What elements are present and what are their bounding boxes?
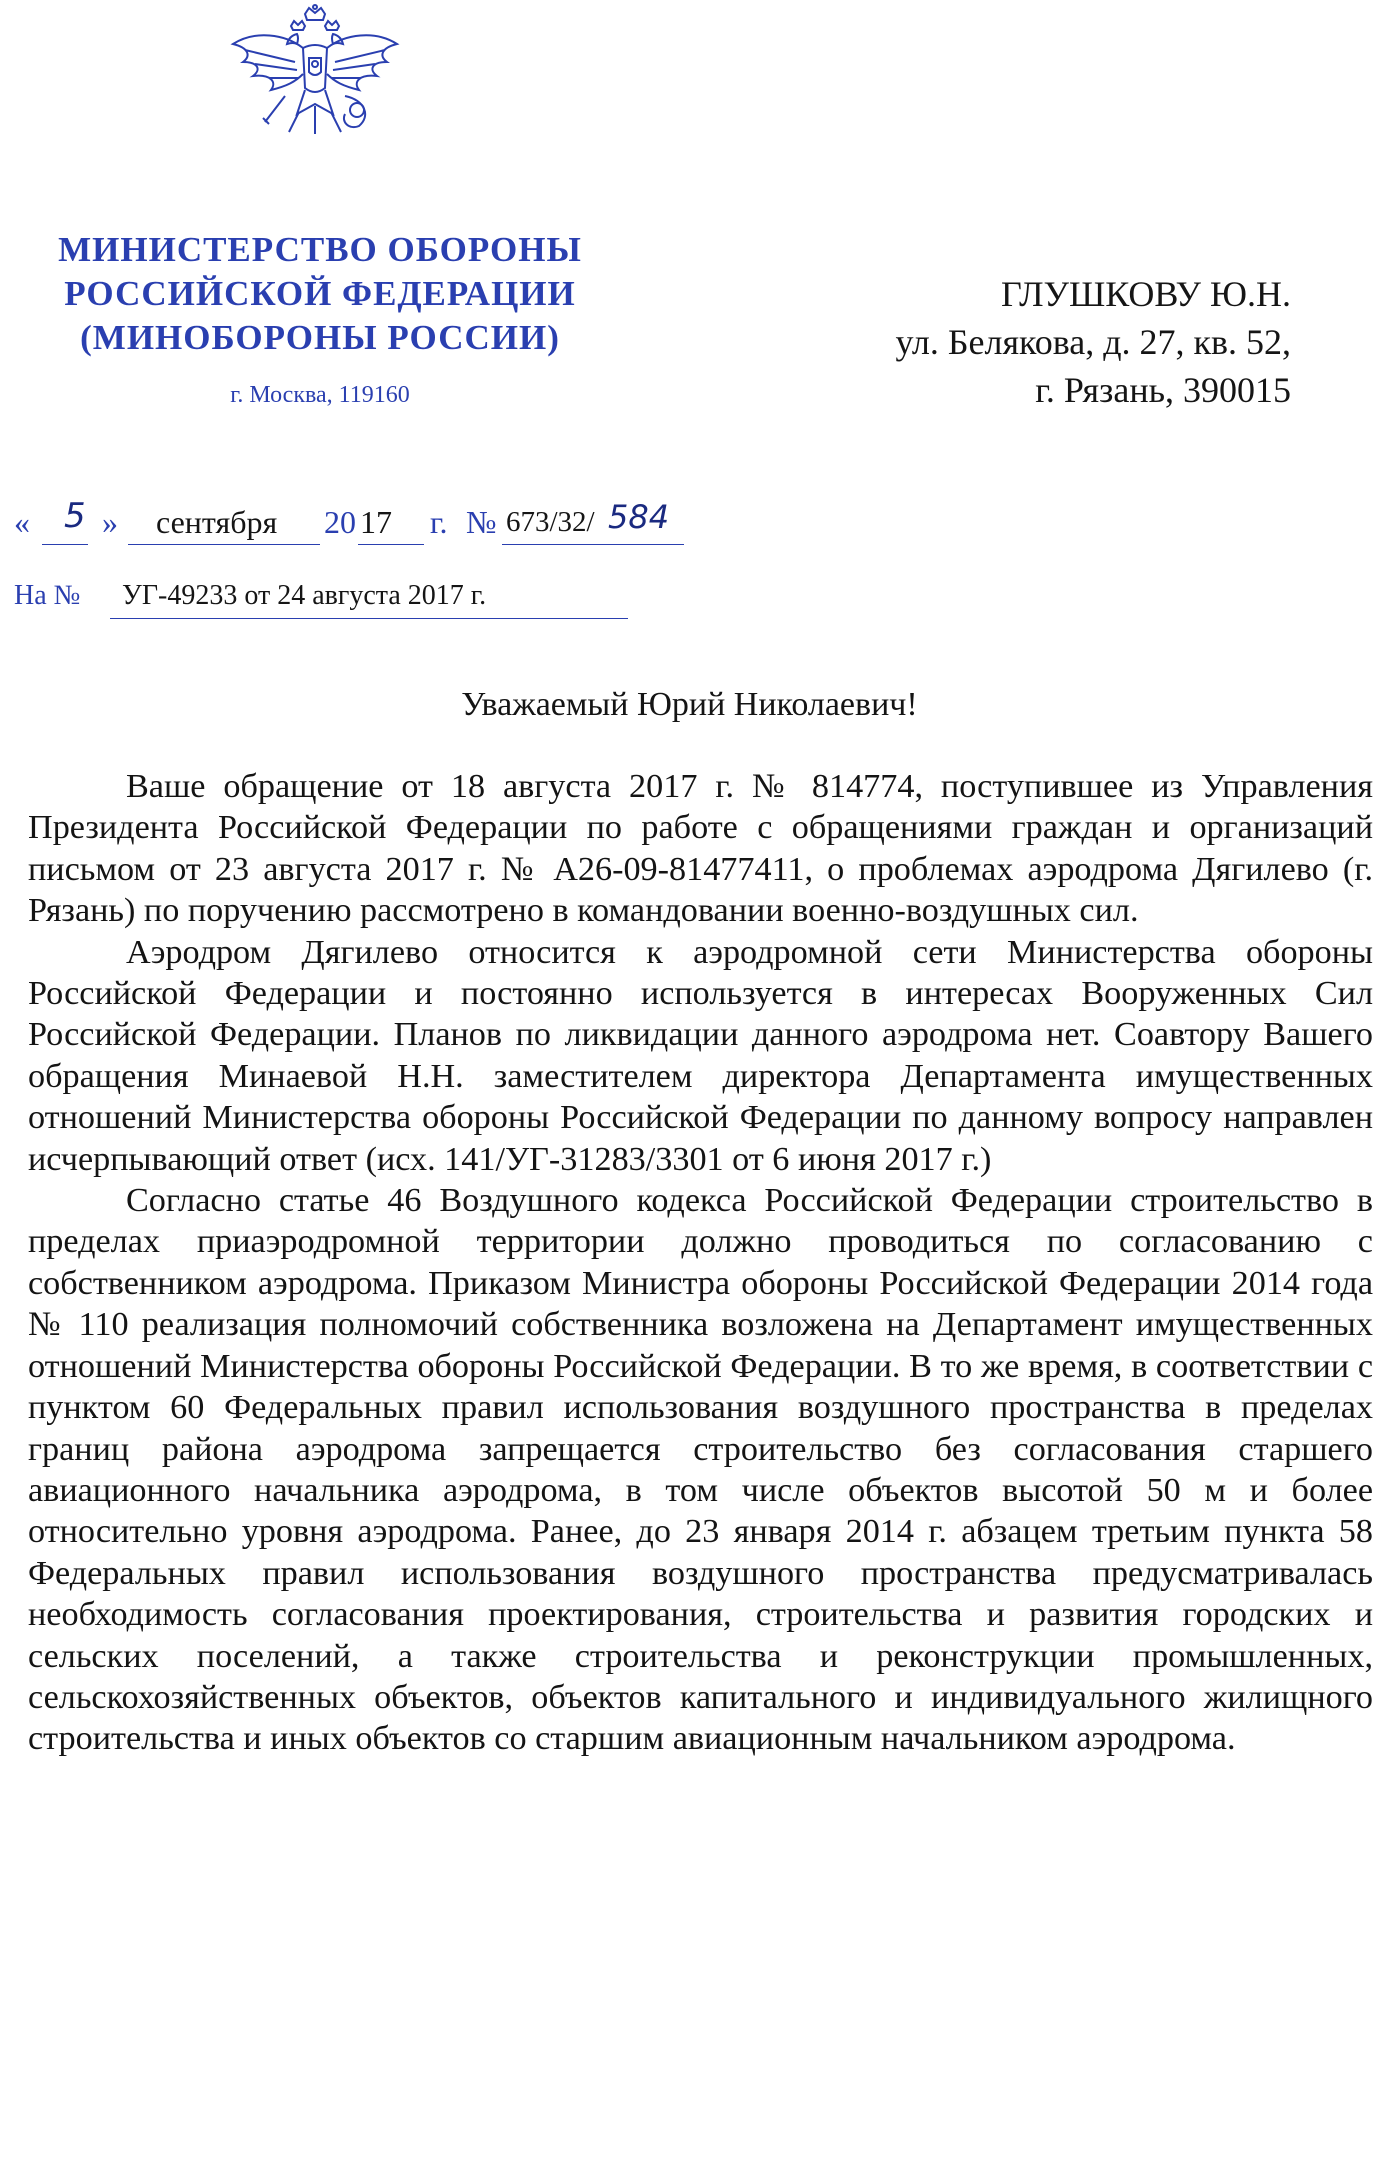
number-label: № <box>466 504 497 540</box>
month-underline <box>128 544 320 545</box>
outgoing-number-handwritten: 584 <box>608 498 670 536</box>
recipient-street: ул. Белякова, д. 27, кв. 52, <box>895 322 1291 362</box>
day-underline <box>42 544 88 545</box>
salutation: Уважаемый Юрий Николаевич! <box>461 686 918 723</box>
year-underline <box>358 544 424 545</box>
outgoing-number: 673/32/ <box>506 506 595 538</box>
reference-label: На № <box>14 580 81 611</box>
number-underline <box>502 544 684 545</box>
recipient-city: г. Рязань, 390015 <box>1035 370 1291 410</box>
date-month: сентября <box>156 504 278 540</box>
double-headed-eagle-emblem-icon <box>225 4 405 154</box>
ministry-name <box>40 228 600 360</box>
date-open-quote: « <box>14 504 30 540</box>
paragraph-3: Согласно статье 46 Воздушного кодекса Российской Федерации строительство в пределах приаэродромной территории должно проводиться по согласованию с собственником аэродрома. Приказом Министра обороны Российской Федерации 2014 года № 110 реализация полномочий собственника возложена на Департамент имущественных отношений Министерства обороны Российской Федерации. В то же время, в соответствии с пунктом 60 Федеральных правил использования воздушного пространства в пределах границ района аэродрома запрещается строительство без согласования старшего авиационного начальника аэродрома, в том числе объектов высотой 50 м и более относительно уровня аэродрома. Ранее, до 23 января 2014 г. абзацем третьим пункта 58 Федеральных правил использования воздушного пространства предусматривалась необходимость согласования проектирования, строительства и развития городских и сельских поселений, а также строительства и реконструкции промышленных, сельскохозяйственных объектов, объектов капитального и индивидуального жилищного строительства и иных объектов со старшим авиационным начальником аэродрома. <box>28 1182 1373 1758</box>
recipient-address <box>895 270 1291 414</box>
ministry-name-line-3: (МИНОБОРОНЫ РОССИИ) <box>80 318 560 357</box>
date-day: 5 <box>64 496 86 536</box>
paragraph-2: Аэродром Дягилево относится к аэродромной сети Министерства обороны Российской Федерации и постоянно используется в интересах Вооруженных Сил Российской Федерации. Планов по ликвидации данного аэродрома нет. Соавтору Вашего обращения Минаевой Н.Н. заместителем директора Департамента имущественных отношений Министерства обороны Российской Федерации по данному вопросу направлен исчерпывающий ответ (исх. 141/УГ-31283/3301 от 6 июня 2017 г.) <box>28 933 1373 1178</box>
date-year-unit: г. <box>430 504 448 540</box>
reference-value: УГ-49233 от 24 августа 2017 г. <box>122 580 487 611</box>
date-close-quote: » <box>102 504 118 540</box>
ministry-name-line-1: МИНИСТЕРСТВО ОБОРОНЫ <box>58 230 582 269</box>
ministry-city: г. Москва, 119160 <box>230 382 410 408</box>
paragraph-1: Ваше обращение от 18 августа 2017 г. № 814774, поступившее из Управления Президента Российской Федерации по работе с обращениями граждан и организаций письмом от 23 августа 2017 г. № А26-09-81477411, о проблемах аэродрома Дягилево (г. Рязань) по поручению рассмотрено в командовании военно-воздушных сил. <box>28 768 1373 930</box>
reference-underline <box>110 618 628 619</box>
recipient-name: ГЛУШКОВУ Ю.Н. <box>1000 274 1291 314</box>
ministry-name-line-2: РОССИЙСКОЙ ФЕДЕРАЦИИ <box>64 274 576 313</box>
date-year-suffix: 17 <box>360 504 392 540</box>
letter-body <box>28 766 1373 1760</box>
date-year-prefix: 20 <box>324 504 356 540</box>
